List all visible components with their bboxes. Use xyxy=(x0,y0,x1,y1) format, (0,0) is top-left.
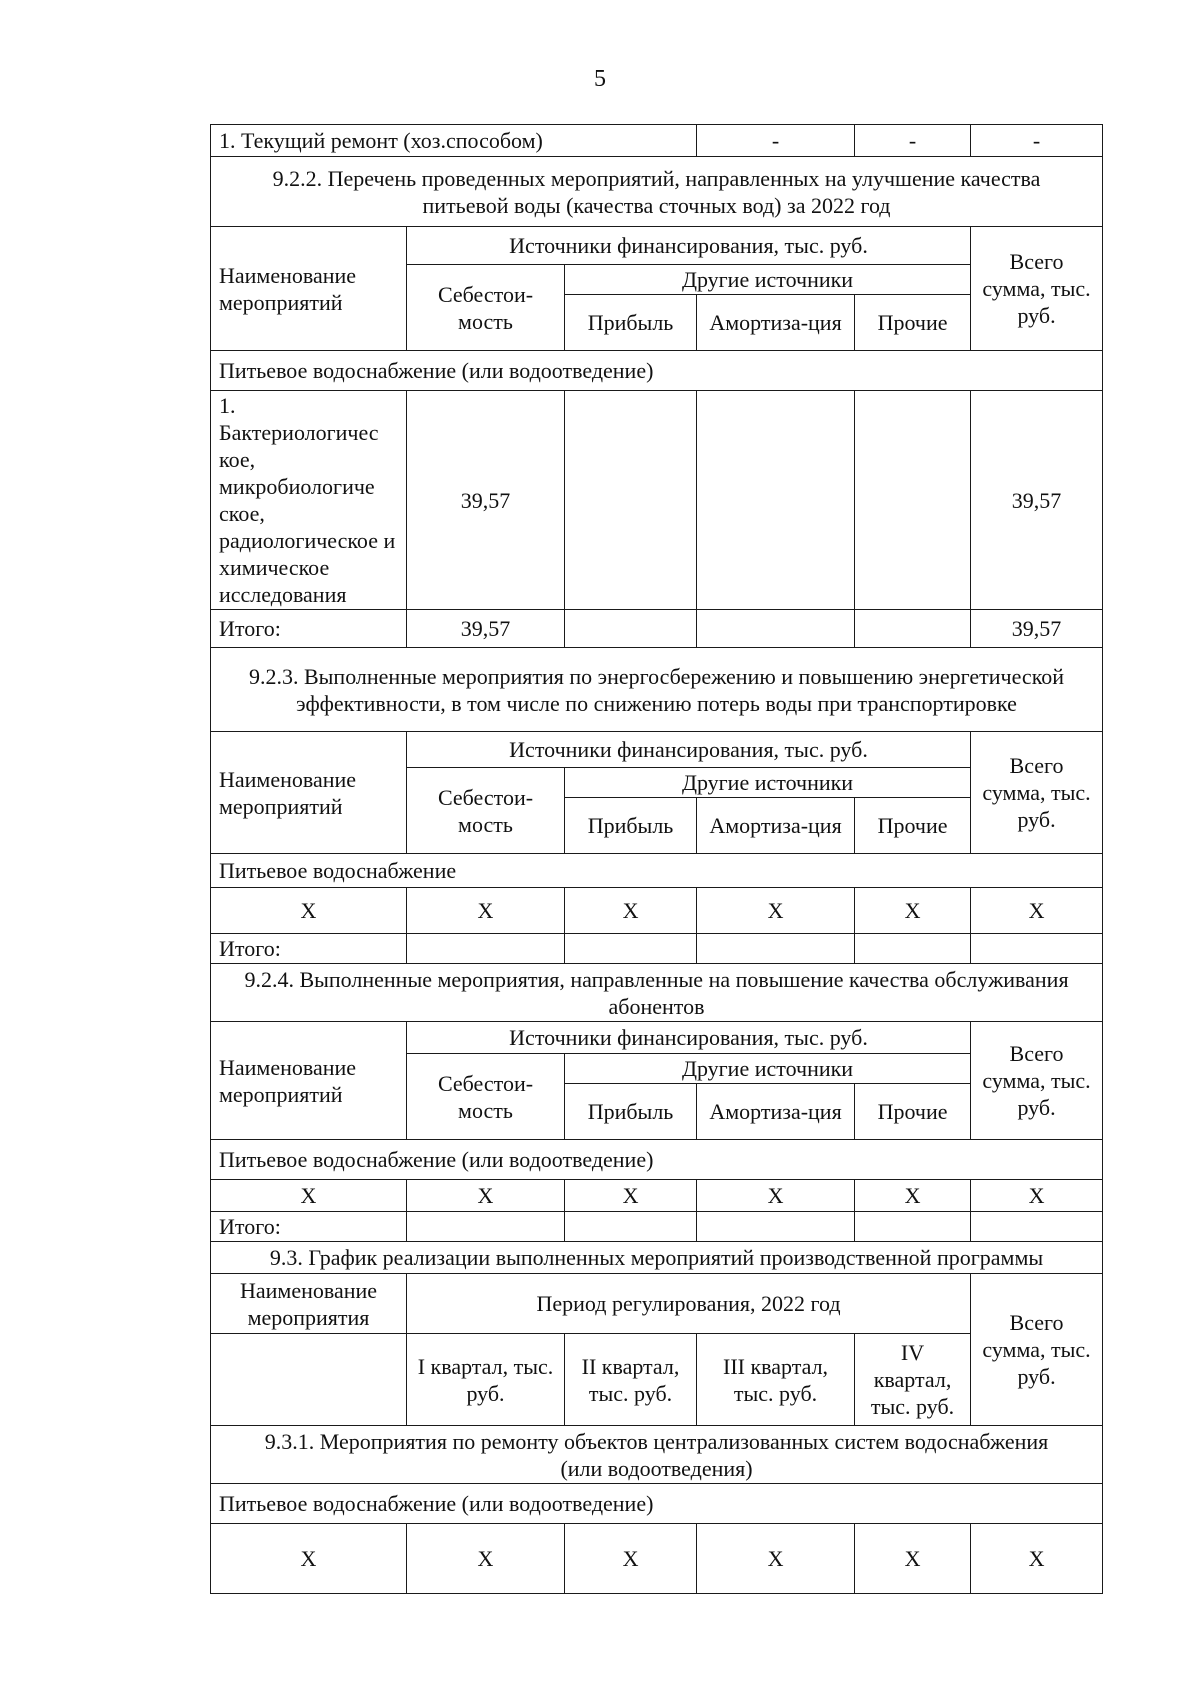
q3-header: III квартал, тыс. руб. xyxy=(697,1334,855,1426)
x-cell: X xyxy=(565,1524,697,1594)
section-title-922: 9.2.2. Перечень проведенных мероприятий, направленных на улучшение качества питьевой воды (качества сточных вод) за 2022 год xyxy=(211,157,1103,227)
cost-header: Себестои-мость xyxy=(407,265,565,351)
section-title-923: 9.2.3. Выполненные мероприятия по энергосбережению и повышению энергетической эффективности, в том числе по снижению потерь воды при транспортировке xyxy=(211,648,1103,732)
schedule-total-header: Всего сумма, тыс. руб. xyxy=(971,1274,1103,1426)
amortization-header: Амортиза-ция xyxy=(697,1084,855,1140)
other-header: Прочие xyxy=(855,1084,971,1140)
table-row xyxy=(211,610,1103,648)
name-header: Наименование мероприятий xyxy=(211,227,407,351)
value-cell: - xyxy=(971,125,1103,157)
x-cell: X xyxy=(565,1180,697,1212)
amortization-header: Амортиза-ция xyxy=(697,798,855,854)
other-sources-header: Другие источники xyxy=(565,768,971,798)
x-cell: X xyxy=(855,1180,971,1212)
q4-header: IV квартал, тыс. руб. xyxy=(855,1334,971,1426)
x-cell: X xyxy=(407,1180,565,1212)
total-label: Итого: xyxy=(211,1212,407,1242)
total-header: Всего сумма, тыс. руб. xyxy=(971,1022,1103,1140)
x-cell: X xyxy=(407,1524,565,1594)
table-row xyxy=(211,1524,1103,1594)
total-label: Итого: xyxy=(211,610,407,648)
name-header: Наименование мероприятий xyxy=(211,1022,407,1140)
sources-header: Источники финансирования, тыс. руб. xyxy=(407,1022,971,1054)
amortization-header: Амортиза-ция xyxy=(697,295,855,351)
x-cell: X xyxy=(971,1524,1103,1594)
name-header: Наименование мероприятий xyxy=(211,732,407,854)
cost-header: Себестои-мость xyxy=(407,1054,565,1140)
item-name: 1. Бактериологичес кое, микробиологиче ское, радиологическое и химическое исследования xyxy=(211,391,407,610)
value-cell: - xyxy=(855,125,971,157)
x-cell: X xyxy=(565,888,697,934)
profit-header: Прибыль xyxy=(565,295,697,351)
total-cost: 39,57 xyxy=(407,610,565,648)
x-cell: X xyxy=(971,888,1103,934)
total-header: Всего сумма, тыс. руб. xyxy=(971,227,1103,351)
group-label: Питьевое водоснабжение xyxy=(211,854,1103,888)
x-cell: X xyxy=(855,1524,971,1594)
x-cell: X xyxy=(697,1180,855,1212)
sources-header: Источники финансирования, тыс. руб. xyxy=(407,732,971,768)
table-row xyxy=(211,934,1103,964)
report-table xyxy=(210,124,1103,1594)
x-cell: X xyxy=(407,888,565,934)
other-header: Прочие xyxy=(855,798,971,854)
group-label: Питьевое водоснабжение (или водоотведение) xyxy=(211,351,1103,391)
item-total: 39,57 xyxy=(971,391,1103,610)
q1-header: I квартал, тыс. руб. xyxy=(407,1334,565,1426)
schedule-name-header: Наименование мероприятия xyxy=(211,1274,407,1334)
page-number: 5 xyxy=(594,66,606,92)
current-repair-label: 1. Текущий ремонт (хоз.способом) xyxy=(211,125,697,157)
profit-header: Прибыль xyxy=(565,1084,697,1140)
table-row xyxy=(211,125,1103,157)
item-cost: 39,57 xyxy=(407,391,565,610)
other-header: Прочие xyxy=(855,295,971,351)
x-cell: X xyxy=(211,1180,407,1212)
q2-header: II квартал, тыс. руб. xyxy=(565,1334,697,1426)
x-cell: X xyxy=(971,1180,1103,1212)
section-title-931: 9.3.1. Мероприятия по ремонту объектов централизованных систем водоснабжения (или водоотведения) xyxy=(211,1426,1103,1484)
cost-header: Себестои-мость xyxy=(407,768,565,854)
other-sources-header: Другие источники xyxy=(565,265,971,295)
x-cell: X xyxy=(697,888,855,934)
other-sources-header: Другие источники xyxy=(565,1054,971,1084)
section-title-924: 9.2.4. Выполненные мероприятия, направленные на повышение качества обслуживания абонентов xyxy=(211,964,1103,1022)
table-row xyxy=(211,1180,1103,1212)
table-row xyxy=(211,391,1103,610)
group-label: Питьевое водоснабжение (или водоотведение) xyxy=(211,1484,1103,1524)
x-cell: X xyxy=(697,1524,855,1594)
total-label: Итого: xyxy=(211,934,407,964)
table-row xyxy=(211,888,1103,934)
x-cell: X xyxy=(855,888,971,934)
sources-header: Источники финансирования, тыс. руб. xyxy=(407,227,971,265)
x-cell: X xyxy=(211,1524,407,1594)
period-header: Период регулирования, 2022 год xyxy=(407,1274,971,1334)
section-title-93: 9.3. График реализации выполненных мероприятий производственной программы xyxy=(211,1242,1103,1274)
total-header: Всего сумма, тыс. руб. xyxy=(971,732,1103,854)
total-sum: 39,57 xyxy=(971,610,1103,648)
profit-header: Прибыль xyxy=(565,798,697,854)
group-label: Питьевое водоснабжение (или водоотведение) xyxy=(211,1140,1103,1180)
value-cell: - xyxy=(697,125,855,157)
table-row xyxy=(211,1212,1103,1242)
x-cell: X xyxy=(211,888,407,934)
